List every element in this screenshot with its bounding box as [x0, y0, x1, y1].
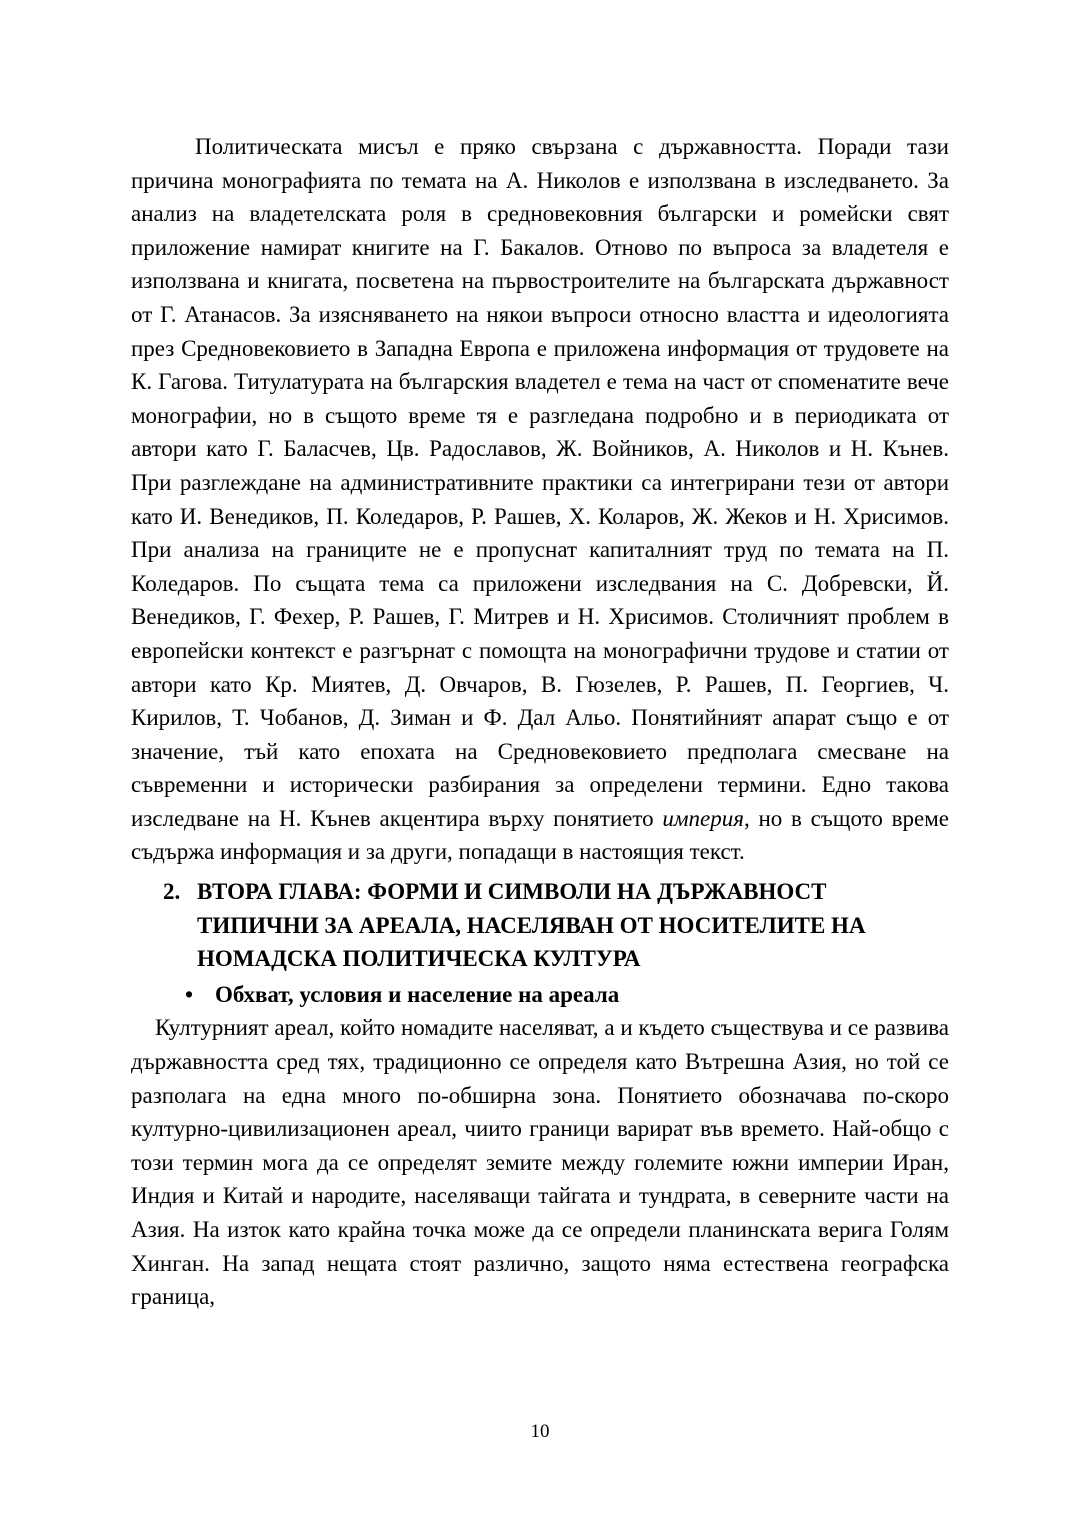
section-bullet: [131, 978, 949, 1012]
chapter-title: ВТОРА ГЛАВА: ФОРМИ И СИМВОЛИ НА ДЪРЖАВНОСТ ТИПИЧНИ ЗА АРЕАЛА, НАСЕЛЯВАН ОТ НОСИТЕЛИТЕ НА НОМАДСКА ПОЛИТИЧЕСКА КУЛТУРА: [197, 879, 866, 972]
paragraph-sources-tail: , но в същото време съдържа информация и за други, попадащи в настоящия текст.: [131, 805, 949, 865]
chapter-number: 2.: [163, 879, 181, 905]
page-body: [131, 130, 949, 1314]
paragraph-areal: Културният ареал, който номадите населяват, а и където съществува и се развива държавността сред тях, традиционно се определя като Вътрешна Азия, но той се разполага на една много по-обширна зона. Понятието обозначава по-скоро културно-цивилизационен ареал, чиито граници варират във времето. Най-общо с този термин мога да се определят земите между големите южни империи Иран, Индия и Китай и народите, населяващи тайгата и тундрата, в северните части на Азия. На изток като крайна точка може да се определи планинската верига Голям Хинган. На запад нещата стоят различно, защото няма естествена географска граница,: [131, 1015, 949, 1310]
chapter-heading: [131, 875, 949, 976]
paragraph-sources: [131, 130, 949, 869]
page-number: 10: [530, 1421, 550, 1442]
paragraph-sources-text: Политическата мисъл е пряко свързана с държавността. Поради тази причина монографията по темата на А. Николов е използвана в изследването. За анализ на владетелската роля в средновековния български и ромейски свят приложение намират книгите на Г. Бакалов. Отново по въпроса за владетеля е използвана и книгата, посветена на първостроителите на българската държавност от Г. Атанасов. За изясняването на някои въпроси относно властта и идеологията през Средновековието в Западна Европа е приложена информация от трудовете на К. Гагова. Титулатурата на българския владетел е тема на част от споменатите вече монографии, но в същото време тя е разгледана подробно и в периодиката от автори като Г. Баласчев, Цв. Радославов, Ж. Войников, А. Николов и Н. Кънев. При разглеждане на административните практики са интегрирани тези от автори като И. Венедиков, П. Коледаров, Р. Рашев, Х. Коларов, Ж. Жеков и Н. Хрисимов. При анализа на границите не е пропуснат капиталният труд по темата на П. Коледаров. По същата тема са приложени изследвания на С. Добревски, Й. Венедиков, Г. Фехер, Р. Рашев, Г. Митрев и Н. Хрисимов. Столичният проблем в европейски контекст е разгърнат с помощта на монографични трудове и статии от автори като Кр. Миятев, Д. Овчаров, В. Гюзелев, Р. Рашев, П. Георгиев, Ч. Кирилов, Т. Чобанов, Д. Зиман и Ф. Дал Альо. Понятийният апарат също е от значение, тъй като епохата на Средновековието предполага смесване на съвременни и исторически разбирания за определени термини. Едно такова изследване на Н. Кънев акцентира върху понятието: [131, 134, 949, 831]
section-title: Обхват, условия и население на ареала: [215, 981, 620, 1007]
bullet-icon: •: [185, 981, 194, 1007]
italic-term: империя: [662, 805, 744, 831]
